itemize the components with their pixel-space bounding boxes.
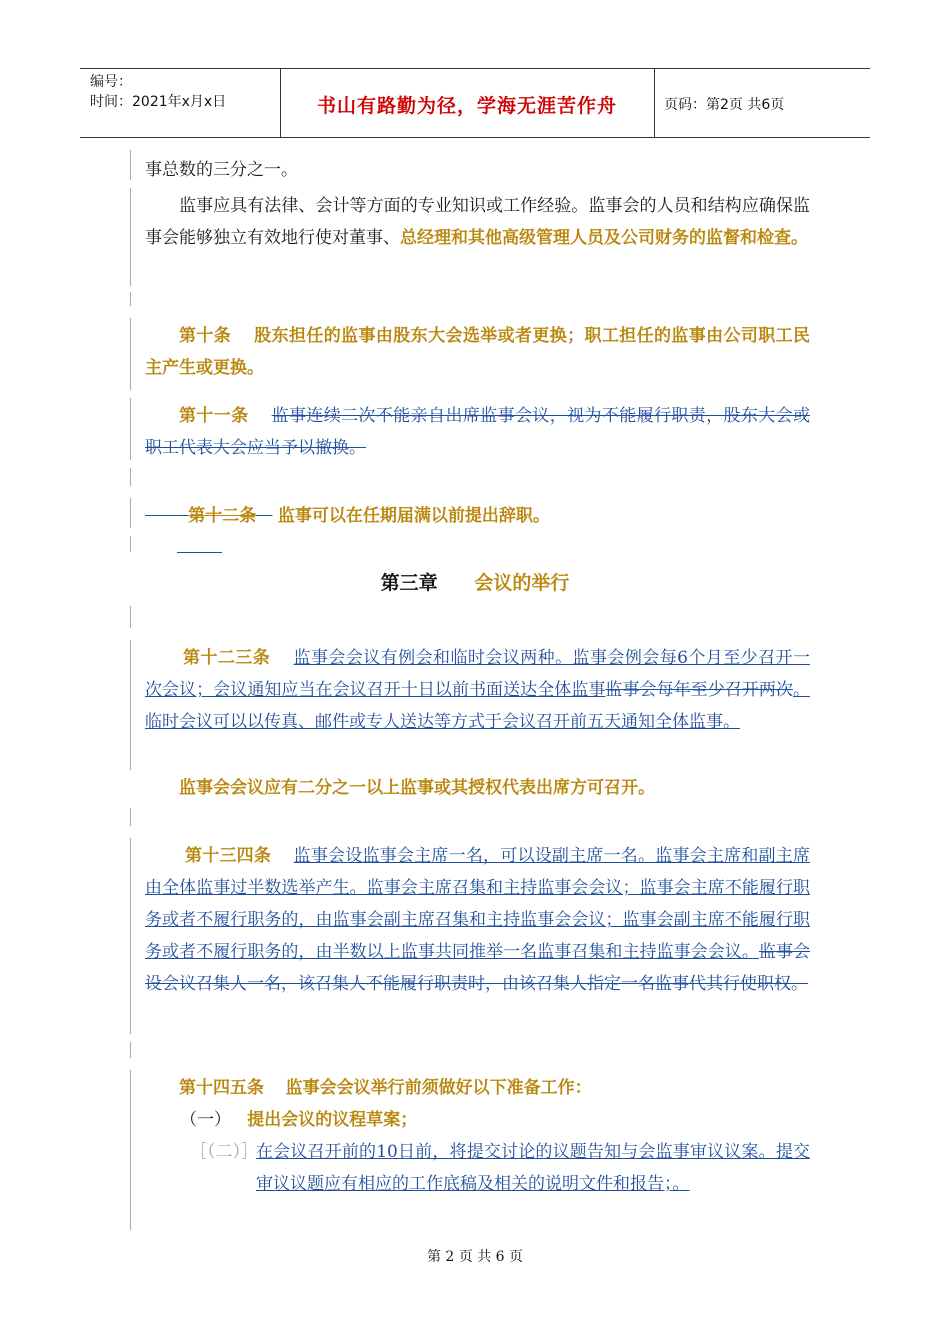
document-date: 时间：2021年x月x日 xyxy=(90,94,227,110)
header-motto: 书山有路勤为径，学海无涯苦作舟 xyxy=(316,95,617,117)
revision-bar xyxy=(130,1042,131,1058)
article-11 xyxy=(145,400,810,464)
page-header xyxy=(80,68,870,138)
article-10 xyxy=(145,320,810,384)
chapter-heading xyxy=(0,568,950,595)
revision-bar xyxy=(130,188,131,286)
chapter-title: 会议的举行 xyxy=(474,572,570,594)
revision-bar xyxy=(130,838,131,1034)
revision-bar xyxy=(130,468,131,486)
list-item-1-number: （一） xyxy=(180,1110,231,1130)
article-13: 第十二三条 监事会会议有例会和临时会议两种。监事会例会每6个月至少召开一次会议；会议通知应当在会议召开十日以前书面送达全体监事监事会每年至少召开两次。临时会议可以以传真、邮件或专人送达等方式于会议召开前五天通知全体监事。 xyxy=(145,648,811,732)
list-item-2-text: 在会议召开前的10日前，将提交讨论的议题告知与会监事审议议案。提交审议议题应有相应的工作底稿及相关的说明文件和报告；。 xyxy=(256,1142,810,1194)
revision-bar xyxy=(130,150,131,180)
list-item-1-text: 提出会议的议程草案； xyxy=(247,1110,418,1130)
list-item-1 xyxy=(180,1104,810,1136)
revision-bar xyxy=(130,1070,131,1230)
article-14-heading: 第十三四条 xyxy=(185,846,272,866)
article-15-heading: 第十四五条 xyxy=(179,1078,264,1098)
header-meta xyxy=(90,72,280,112)
revision-bar xyxy=(130,292,131,306)
article-12 xyxy=(145,500,810,532)
revision-bar xyxy=(130,498,131,528)
article-13-quorum: 监事会会议应有二分之一以上监事或其授权代表出席方可召开。 xyxy=(179,778,655,798)
header-divider xyxy=(654,69,655,137)
revision-bar xyxy=(130,398,131,460)
paragraph-continuation: 事总数的三分之一。 xyxy=(145,160,298,180)
revision-bar xyxy=(130,808,131,826)
article-14: 第十三四条 监事会设监事会主席一名，可以设副主席一名。监事会主席和副主席由全体监事过半数选举产生。监事会主席召集和主持监事会会议；监事会主席不能履行职务或者不履行职务的，由监事会副主席召集和主持监事会会议；监事会副主席不能履行职务或者不履行职务的，由半数以上监事共同推举一名监事召集和主持监事会会议。监事会设会议召集人一名，该召集人不能履行职责时，由该召集人指定一名监事代其行使职权。 xyxy=(145,846,811,994)
page-footer: 第 2 页 共 6 页 xyxy=(426,1249,524,1265)
revision-bar xyxy=(130,536,131,552)
article-12-text: 监事可以在任期届满以前提出辞职。 xyxy=(277,506,550,526)
revision-bar xyxy=(130,606,131,628)
list-item-2-number: ［（二）］ xyxy=(190,1142,258,1162)
article-15: 第十四五条 监事会会议举行前须做好以下准备工作： xyxy=(179,1078,592,1098)
article-12-heading: 第十二条 xyxy=(188,506,257,526)
revision-bar xyxy=(130,640,131,770)
paragraph-supervisor-qualification: 监事应具有法律、会计等方面的专业知识或工作经验。监事会的人员和结构应确保监事会能够独立有效地行使对董事、总经理和其他高级管理人员及公司财务的监督和检查。 xyxy=(145,196,810,248)
article-11-text: 监事连续二次不能亲自出席监事会议，视为不能履行职责，股东大会或职工代表大会应当予以撤换。 xyxy=(145,406,811,458)
header-page-number: 页码：第2页 共6页 xyxy=(664,97,785,113)
revision-bar xyxy=(130,318,131,390)
article-11-heading: 第十一条 xyxy=(179,406,249,426)
inserted-line-mark xyxy=(177,552,222,553)
document-number: 编号： xyxy=(90,74,132,90)
list-item-2 xyxy=(190,1136,810,1200)
chapter-number: 第三章 xyxy=(380,572,438,594)
article-10-heading: 第十条 xyxy=(179,326,232,346)
article-13-heading: 第十二三条 xyxy=(183,648,271,668)
article-10-text: 股东担任的监事由股东大会选举或者更换；职工担任的监事由公司职工民主产生或更换。 xyxy=(145,326,811,378)
